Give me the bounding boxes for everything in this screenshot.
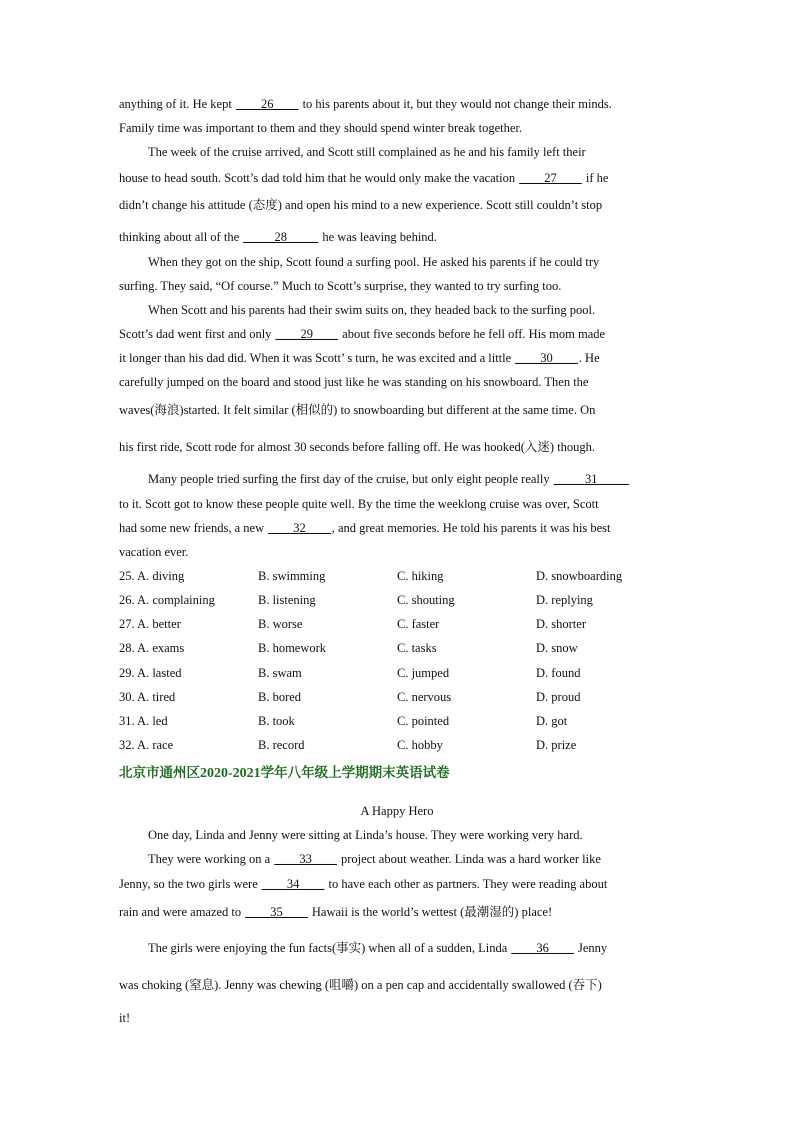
option: C. shouting: [397, 593, 455, 607]
option: B. homework: [258, 641, 327, 655]
option: C. pointed: [397, 714, 450, 728]
option: D. got: [536, 714, 568, 728]
option: B. worse: [258, 617, 303, 631]
heading-text: 学年八年级上学期期末英语试卷: [260, 765, 450, 781]
blank-35: ____35____: [245, 905, 308, 919]
option: 29. A. lasted: [119, 666, 182, 680]
passage-line: [119, 96, 679, 112]
passage-line: [119, 876, 679, 892]
option: D. found: [536, 666, 581, 680]
passage-line: was choking (窒息). Jenny was chewing (咀嚼) on a pen cap and accidentally swallowed (吞下): [119, 978, 602, 992]
option: 25. A. diving: [119, 569, 185, 583]
text: it longer than his dad did. When it was Scott’ s turn, he was excited and a little: [119, 351, 515, 365]
option: D. prize: [536, 738, 577, 752]
blank-31: _____31_____: [553, 472, 629, 486]
option: 28. A. exams: [119, 641, 185, 655]
passage-line: his first ride, Scott rode for almost 30 seconds before falling off. He was hooked(入迷) though.: [119, 440, 596, 454]
heading-year: 2020-2021: [200, 766, 261, 781]
option: B. swam: [258, 666, 302, 680]
blank-27: ____27____: [519, 171, 582, 185]
option: B. listening: [258, 593, 316, 607]
option: D. snowboarding: [536, 569, 623, 583]
passage-line: [148, 940, 708, 956]
text: The girls were enjoying the fun facts(事实) when all of a sudden, Linda: [148, 941, 511, 955]
blank-26: ____26____: [235, 97, 299, 111]
passage-line: [119, 326, 679, 342]
passage-line: [148, 471, 708, 487]
passage-line: carefully jumped on the board and stood just like he was standing on his snowboard. Then the: [119, 375, 589, 389]
text: They were working on a: [148, 852, 274, 866]
passage-line: [119, 904, 679, 920]
passage-line: The week of the cruise arrived, and Scott still complained as he and his family left their: [148, 145, 586, 159]
passage-title: A Happy Hero: [360, 804, 434, 818]
option: D. proud: [536, 690, 581, 704]
blank-29: ____29____: [275, 327, 339, 341]
option: 32. A. race: [119, 738, 174, 752]
passage-line: [119, 350, 679, 366]
option: C. jumped: [397, 666, 450, 680]
passage-line: waves(海浪)started. It felt similar (相似的) to snowboarding but different at the same time. On: [119, 403, 596, 417]
heading-text: 北京市通州区: [119, 765, 200, 781]
option: B. swimming: [258, 569, 326, 583]
passage-line: to it. Scott got to know these people quite well. By the time the weeklong cruise was over, Scott: [119, 497, 599, 511]
option: 26. A. complaining: [119, 593, 215, 607]
option: 27. A. better: [119, 617, 181, 631]
option: C. hobby: [397, 738, 443, 752]
text: Jenny: [574, 941, 608, 955]
option: C. tasks: [397, 641, 437, 655]
option: D. shorter: [536, 617, 586, 631]
option: C. hiking: [397, 569, 444, 583]
blank-33: ____33____: [274, 852, 337, 866]
text: project about weather. Linda was a hard worker like: [337, 852, 601, 866]
text: he was leaving behind.: [319, 230, 437, 244]
passage-line: [119, 229, 679, 245]
text: thinking about all of the: [119, 230, 243, 244]
text: Jenny, so the two girls were: [119, 877, 261, 891]
option: 30. A. tired: [119, 690, 176, 704]
text: if he: [582, 171, 609, 185]
passage-line: didn’t change his attitude (态度) and open his mind to a new experience. Scott still couldn’t stop: [119, 198, 603, 212]
passage-line: When they got on the ship, Scott found a surfing pool. He asked his parents if he could try: [148, 255, 600, 269]
option: C. nervous: [397, 690, 452, 704]
text: Scott’s dad went first and only: [119, 327, 275, 341]
passage-line: it!: [119, 1011, 131, 1025]
passage-line: [119, 170, 679, 186]
option: C. faster: [397, 617, 440, 631]
section-heading: [119, 764, 450, 783]
text: to have each other as partners. They were reading about: [325, 877, 608, 891]
text: rain and were amazed to: [119, 905, 245, 919]
blank-34: ____34____: [261, 877, 325, 891]
text: to his parents about it, but they would not change their minds.: [299, 97, 612, 111]
option: D. snow: [536, 641, 578, 655]
passage-line: One day, Linda and Jenny were sitting at Linda’s house. They were working very hard.: [148, 828, 583, 842]
blank-28: _____28_____: [243, 230, 319, 244]
text: Hawaii is the world’s wettest (最潮湿的) place!: [308, 905, 553, 919]
passage-line: [148, 851, 708, 867]
text: had some new friends, a new: [119, 521, 268, 535]
passage-line: [119, 520, 679, 536]
text: about five seconds before he fell off. His mom made: [339, 327, 606, 341]
passage-line: vacation ever.: [119, 545, 189, 559]
option: D. replying: [536, 593, 593, 607]
option: B. bored: [258, 690, 302, 704]
option: B. record: [258, 738, 305, 752]
blank-32: ____32____: [268, 521, 331, 535]
passage-line: When Scott and his parents had their swim suits on, they headed back to the surfing pool.: [148, 303, 596, 317]
text: Many people tried surfing the first day of the cruise, but only eight people really: [148, 472, 553, 486]
text: , and great memories. He told his parents it was his best: [331, 521, 611, 535]
text: anything of it. He kept: [119, 97, 235, 111]
passage-line: Family time was important to them and they should spend winter break together.: [119, 121, 523, 135]
passage-line: surfing. They said, “Of course.” Much to Scott’s surprise, they wanted to try surfing too.: [119, 279, 562, 293]
option: 31. A. led: [119, 714, 168, 728]
text: . He: [578, 351, 600, 365]
text: house to head south. Scott’s dad told him that he would only make the vacation: [119, 171, 519, 185]
blank-30: ____30____: [515, 351, 578, 365]
option: B. took: [258, 714, 295, 728]
blank-36: ____36____: [511, 941, 574, 955]
